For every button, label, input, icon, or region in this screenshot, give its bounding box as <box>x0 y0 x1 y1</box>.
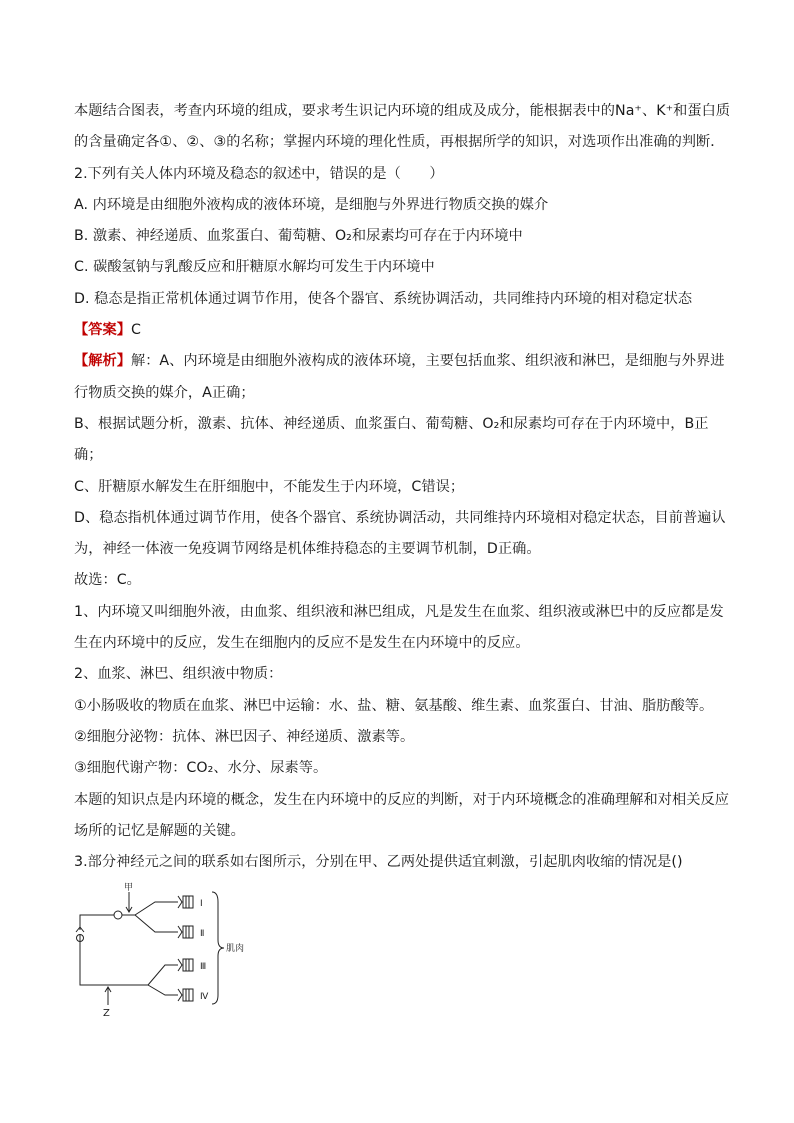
analysis-line-7: 为，神经一体液一免疫调节网络是机体维持稳态的主要调节机制，D正确。 <box>74 541 541 558</box>
neuron-diagram-svg <box>70 880 270 1020</box>
label-jia: 甲 <box>124 883 134 893</box>
knowledge-line-4: ①小肠吸收的物质在血浆、淋巴中运输：水、盐、糖、氨基酸、维生素、血浆蛋白、甘油、脂肪酸等。 <box>74 697 714 714</box>
analysis-line-6: D、稳态指机体通过调节作用，使各个器官、系统协调活动，共同维持内环境相对稳定状态，目前普遍认 <box>74 509 726 526</box>
option-b: B. 激素、神经递质、血浆蛋白、葡萄糖、O₂和尿素均可存在于内环境中 <box>74 228 523 245</box>
label-muscle-4: Ⅳ <box>200 992 209 1002</box>
analysis-text-1: 解：A、内环境是由细胞外液构成的液体环境，主要包括血浆、组织液和淋巴，是细胞与外界进 <box>130 353 725 370</box>
branch-3 <box>148 965 178 985</box>
analysis-line-2: 行物质交换的媒介，A正确； <box>74 384 255 401</box>
knowledge-line-3: 2、血浆、淋巴、组织液中物质： <box>74 666 283 683</box>
knowledge-line-8: 场所的记忆是解题的关键。 <box>74 822 245 839</box>
muscle-brace <box>212 892 224 1004</box>
synapse-top <box>114 911 122 919</box>
label-yi: Z <box>103 1008 110 1019</box>
knowledge-line-2: 生在内环境中的反应，发生在细胞内的反应不是发生在内环境中的反应。 <box>74 635 530 652</box>
muscle-end-4 <box>178 989 193 1001</box>
muscle-end-3 <box>178 959 193 971</box>
analysis-line-4: 确； <box>74 447 103 464</box>
answer-value: C <box>130 322 141 339</box>
label-muscle: 肌肉 <box>226 944 245 954</box>
muscle-end-2 <box>178 926 193 938</box>
analysis-line-3: B、根据试题分析，激素、抗体、神经递质、血浆蛋白、葡萄糖、O₂和尿素均可存在于内环境中，B正 <box>74 415 709 432</box>
analysis-line-1 <box>74 346 734 377</box>
option-c: C. 碳酸氢钠与乳酸反应和肝糖原水解均可发生于内环境中 <box>74 259 435 276</box>
neuron-diagram <box>70 880 270 1020</box>
knowledge-line-7: 本题的知识点是内环境的概念，发生在内环境中的反应的判断，对于内环境概念的准确理解和对相关反应 <box>74 791 729 808</box>
knowledge-line-1: 1、内环境又叫细胞外液，由血浆、组织液和淋巴组成，凡是发生在血浆、组织液或淋巴中的反应都是发 <box>74 603 724 620</box>
label-muscle-2: Ⅱ <box>200 929 205 939</box>
branch-4 <box>148 985 178 995</box>
analysis-line-5: C、肝糖原水解发生在肝细胞中，不能发生于内环境，C错误； <box>74 478 465 495</box>
analysis-tag: 【解析】 <box>74 353 131 370</box>
document-page <box>74 96 734 878</box>
knowledge-line-5: ②细胞分泌物：抗体、淋巴因子、神经递质、激素等。 <box>74 728 415 745</box>
intro-line-1: 本题结合图表，考查内环境的组成，要求考生识记内环境的组成及成分，能根据表中的Na⁺、K⁺和蛋白质 <box>74 103 731 119</box>
analysis-line-8: 故选：C。 <box>74 572 141 589</box>
branch-2 <box>135 915 178 932</box>
muscle-end-1 <box>178 896 193 908</box>
label-muscle-1: Ⅰ <box>200 899 203 909</box>
option-a: A. 内环境是由细胞外液构成的液体环境，是细胞与外界进行物质交换的媒介 <box>74 196 549 213</box>
branch-1 <box>135 902 178 915</box>
question-2-stem: 2.下列有关人体内环境及稳态的叙述中，错误的是（ ） <box>74 165 444 182</box>
answer-tag: 【答案】 <box>74 322 131 339</box>
option-d: D. 稳态是指正常机体通过调节作用，使各个器官、系统协调活动，共同维持内环境的相对稳定状态 <box>74 290 693 307</box>
neuron-path-top <box>80 915 114 930</box>
question-3-stem: 3.部分神经元之间的联系如右图所示，分别在甲、乙两处提供适宜刺激，引起肌肉收缩的情况是() <box>74 854 683 871</box>
label-muscle-3: Ⅲ <box>200 962 207 972</box>
answer-line <box>74 315 734 346</box>
intro-line-2: 的含量确定各①、②、③的名称；掌握内环境的理化性质，再根据所学的知识，对选项作出准确的判断． <box>74 134 725 151</box>
neuron-path-bottom <box>80 935 148 985</box>
knowledge-line-6: ③细胞代谢产物：CO₂、水分、尿素等。 <box>74 760 328 777</box>
